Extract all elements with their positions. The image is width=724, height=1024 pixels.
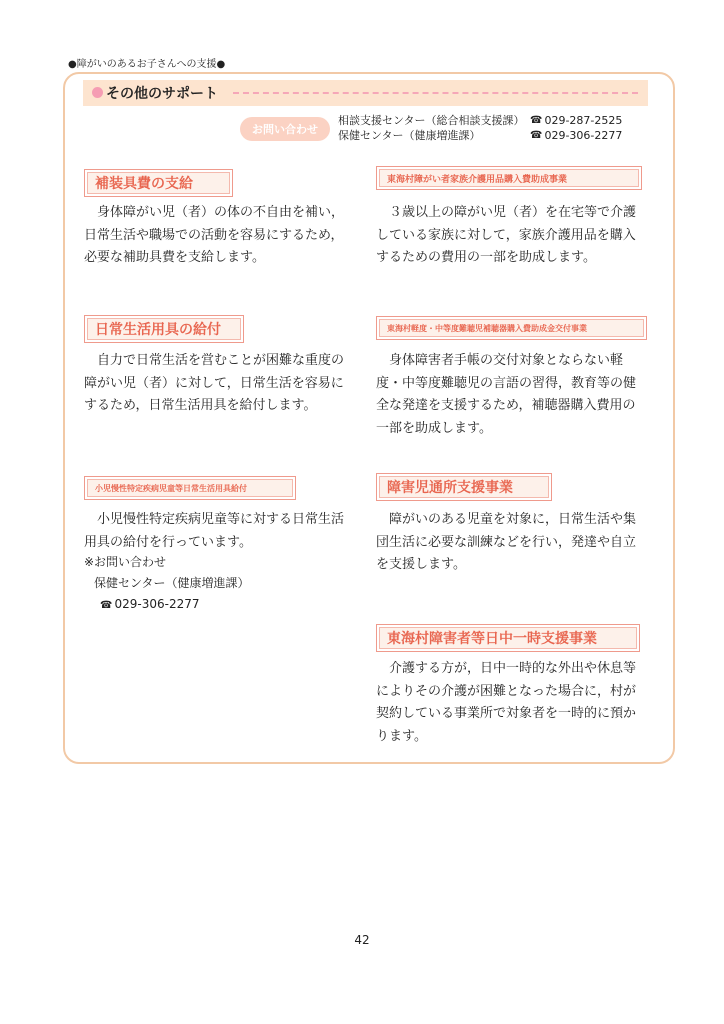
office-name: 相談支援センター（総合相談支援課） [338, 114, 525, 127]
item-title-chronic-disease-equipment: 小児慢性特定疾病児童等日常生活用具給付 [84, 476, 296, 500]
item-body-day-service-support: 障がいのある児童を対象に，日常生活や集団生活に必要な訓練などを行い，発達や自立を支援します。 [376, 512, 637, 572]
inquiry-badge: お問い合わせ [240, 117, 330, 141]
item-title-day-service-support: 障害児通所支援事業 [376, 473, 552, 501]
telephone-icon: ☎ [100, 600, 113, 611]
dashed-divider [233, 92, 638, 94]
item-body-daily-living-equipment: 自力で日常生活を営むことが困難な重度の障がい児（者）に対して，日常生活を容易にするため，日常生活用具を給付します。 [84, 353, 345, 413]
item-body-prosthetic-allowance: 身体障がい児（者）の体の不自由を補い，日常生活や職場での活動を容易にするため，必要な補助具費を支給します。 [84, 205, 345, 265]
item-body-daytime-respite: 介護する方が，日中一時的な外出や休息等によりその介護が困難となった場合に，村が契約している事業所で対象者を一時的に預かります。 [376, 661, 637, 744]
item-title-prosthetic-allowance: 補装具費の支給 [84, 169, 233, 197]
office-name: 保健センター（健康増進課） [338, 129, 481, 142]
page-number: 42 [354, 933, 370, 947]
telephone-icon: ☎ [530, 115, 543, 126]
phone-number: 029-306-2277 [544, 129, 623, 142]
phone-number: 029-306-2277 [114, 597, 200, 611]
item-title-daytime-respite: 東海村障害者等日中一時支援事業 [376, 624, 640, 652]
chronic-disease-inquiry [84, 552, 250, 616]
inquiry-line [338, 113, 622, 128]
inquiry-note-phone [84, 594, 250, 616]
item-title-daily-living-equipment: 日常生活用具の給付 [84, 315, 244, 343]
inquiry-contacts [338, 113, 622, 143]
inquiry-note-office: 保健センター（健康増進課） [94, 576, 250, 590]
item-title-hearing-aid-subsidy: 東海村軽度・中等度難聴児補聴器購入費助成金交付事業 [376, 316, 647, 340]
item-body-family-care-subsidy: ３歳以上の障がい児（者）を在宅等で介護している家族に対して，家族介護用品を購入するための費用の一部を助成します。 [376, 205, 637, 265]
section-title: その他のサポート [106, 86, 218, 102]
inquiry-note-label: ※お問い合わせ [84, 555, 167, 569]
item-body-chronic-disease-equipment: 小児慢性特定疾病児童等に対する日常生活用具の給付を行っています。 [84, 512, 345, 550]
phone-number: 029-287-2525 [544, 114, 623, 127]
telephone-icon: ☎ [530, 130, 543, 141]
bullet-dot-icon [92, 87, 103, 98]
inquiry-line [338, 128, 622, 143]
header-note: ●障がいのあるお子さんへの支援● [68, 59, 226, 70]
item-title-family-care-subsidy: 東海村障がい者家族介護用品購入費助成事業 [376, 166, 642, 190]
item-body-hearing-aid-subsidy: 身体障害者手帳の交付対象とならない軽度・中等度難聴児の言語の習得，教育等の健全な発達を支援するため，補聴器購入費用の一部を助成します。 [376, 353, 637, 436]
